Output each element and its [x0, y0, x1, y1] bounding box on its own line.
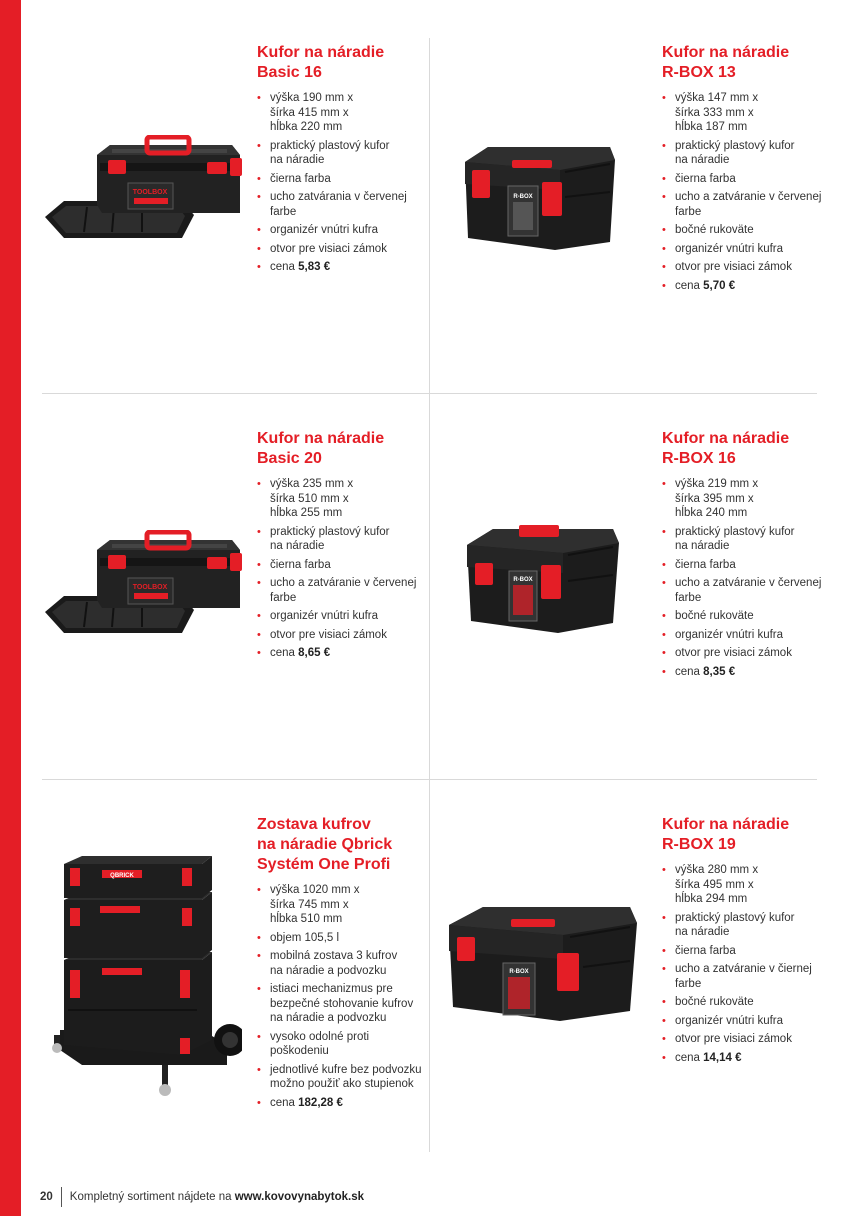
title-line: Zostava kufrov [257, 816, 371, 833]
spec-item [257, 91, 427, 135]
spec-item [257, 242, 427, 257]
spec-line: • organizér vnútri kufra [270, 224, 379, 236]
spec-item [257, 558, 427, 573]
spec-item [662, 91, 832, 135]
spec-line: na náradie a podvozku [270, 1012, 387, 1024]
spec-item [257, 223, 427, 238]
toolbox-basic-16-image [42, 135, 247, 245]
product-title [662, 43, 832, 83]
rbox-logo-text: R-BOX [513, 194, 533, 200]
toolbox-stack-qbrick-image [42, 850, 242, 1110]
spec-item [662, 646, 832, 661]
spec-item [257, 883, 427, 927]
spec-line: farbe [270, 205, 297, 218]
footer-website-link[interactable]: www.kovovynabytok.sk [234, 1191, 365, 1203]
vertical-divider [429, 394, 430, 779]
spec-line: • čierna farba [675, 558, 736, 571]
footer-text: Kompletný sortiment nájdete na [69, 1191, 235, 1203]
spec-line: na náradie a podvozku [270, 964, 387, 977]
price-item [257, 646, 427, 661]
price-item [662, 665, 832, 680]
spec-line: • vysoko odolné proti [270, 1030, 370, 1043]
spec-item [257, 931, 427, 946]
spec-line: • praktický plastový kufor [675, 139, 795, 152]
spec-item [662, 172, 832, 187]
spec-item [662, 962, 832, 991]
spec-item [662, 260, 832, 275]
toolbox-rbox-19-image [445, 903, 640, 1023]
spec-line: na náradie [270, 540, 325, 552]
spec-line: • výška 1020 mm x [270, 884, 360, 896]
spec-line: • ucho a zatváranie v červenej [675, 191, 822, 203]
spec-line: šírka 395 mm x [675, 492, 754, 505]
title-line: Basic 16 [257, 64, 322, 81]
spec-item [662, 139, 832, 168]
spec-line: • jednotlivé kufre bez podvozku [270, 1063, 422, 1076]
spec-line: šírka 510 mm x [270, 492, 349, 505]
price-value: 182,28 € [298, 1096, 343, 1109]
spec-line: hĺbka 220 mm [270, 121, 343, 133]
spec-line: • organizér vnútri kufra [675, 1014, 784, 1027]
spec-line: hĺbka 294 mm [675, 893, 748, 905]
spec-line: • výška 280 mm x [675, 864, 759, 876]
title-line: Kufor na náradie [662, 430, 790, 447]
spec-line: šírka 495 mm x [675, 878, 754, 891]
spec-item [257, 1030, 427, 1059]
toolbox-basic-20-image [42, 530, 247, 640]
spec-line: • mobilná zostava 3 kufrov [270, 950, 398, 962]
spec-line: na náradie [675, 154, 730, 166]
price-item [662, 279, 832, 294]
spec-line: • výška 219 mm x [675, 478, 759, 490]
spec-line: farbe [675, 205, 702, 218]
spec-line: • ucho a zatváranie v červenej [675, 577, 822, 589]
spec-line: • výška 190 mm x [270, 92, 354, 104]
title-line: R-BOX 19 [662, 836, 736, 853]
spec-line: • praktický plastový kufor [675, 911, 795, 924]
rbox-logo-text: R-BOX [509, 969, 529, 975]
price-value: 5,83 € [298, 261, 331, 273]
spec-line: bezpečné stohovanie kufrov [270, 997, 414, 1010]
spec-line: • výška 147 mm x [675, 92, 759, 104]
spec-item [662, 609, 832, 624]
spec-line: na náradie [270, 154, 325, 166]
toolbox-logo-text: TOOLBOX [132, 584, 168, 591]
spec-line: šírka 333 mm x [675, 106, 754, 119]
price-item [257, 1096, 427, 1111]
spec-line: hĺbka 255 mm [270, 507, 343, 519]
spec-line: • objem 105,5 l [270, 931, 340, 944]
spec-list [662, 863, 832, 1065]
price-value: 8,65 € [298, 647, 331, 659]
product-title [257, 43, 427, 83]
spec-line: na náradie [675, 926, 730, 938]
spec-line: poškodeniu [270, 1045, 329, 1057]
spec-line: šírka 415 mm x [270, 106, 349, 119]
spec-item [257, 949, 427, 978]
spec-item [662, 190, 832, 219]
spec-item [662, 576, 832, 605]
spec-line: • čierna farba [270, 558, 331, 571]
product-title [662, 815, 832, 855]
spec-line: • čierna farba [270, 172, 331, 185]
product-title [257, 815, 427, 875]
spec-line: farbe [675, 591, 702, 604]
spec-line: • organizér vnútri kufra [675, 242, 784, 255]
spec-line: • ucho a zatváranie v čiernej [675, 963, 812, 975]
spec-line: • organizér vnútri kufra [270, 610, 379, 622]
title-line: Basic 20 [257, 450, 322, 467]
spec-line: • praktický plastový kufor [270, 525, 390, 538]
spec-line: farbe [675, 977, 702, 990]
title-line: R-BOX 13 [662, 64, 736, 81]
spec-item [662, 863, 832, 907]
spec-line: • otvor pre visiaci zámok [675, 1033, 792, 1045]
spec-line: šírka 745 mm x [270, 898, 349, 911]
spec-list [257, 883, 427, 1110]
page-number: 20 [40, 1191, 53, 1203]
spec-line: • organizér vnútri kufra [675, 628, 784, 641]
spec-list [662, 477, 832, 679]
product-rbox-16 [662, 429, 832, 683]
product-qbrick-system-one-profi [257, 815, 427, 1114]
footer-separator [61, 1187, 62, 1207]
qbrick-logo-text: QBRICK [110, 873, 134, 879]
spec-item [257, 190, 427, 219]
spec-item [257, 1063, 427, 1092]
horizontal-divider [42, 393, 817, 394]
horizontal-divider [42, 779, 817, 780]
spec-item [257, 982, 427, 1026]
spec-item [662, 558, 832, 573]
price-label: cena [270, 647, 295, 659]
price-value: 14,14 € [703, 1051, 742, 1064]
title-line: Kufor na náradie [257, 430, 385, 447]
spec-item [257, 525, 427, 554]
product-title [257, 429, 427, 469]
spec-line: • výška 235 mm x [270, 478, 354, 490]
price-label: cena [675, 279, 700, 292]
spec-line: • otvor pre visiaci zámok [675, 261, 792, 273]
spec-line: • praktický plastový kufor [270, 139, 390, 152]
spec-list [662, 91, 832, 293]
vertical-divider [429, 38, 430, 393]
price-label: cena [675, 665, 700, 678]
spec-item [662, 242, 832, 257]
price-item [662, 1051, 832, 1066]
spec-item [662, 995, 832, 1010]
red-side-bar [0, 0, 21, 1216]
spec-line: • ucho zatvárania v červenej [270, 191, 407, 203]
spec-item [662, 628, 832, 643]
product-rbox-13 [662, 43, 832, 297]
spec-item [662, 223, 832, 238]
spec-line: • bočné rukoväte [675, 610, 754, 622]
product-rbox-19 [662, 815, 832, 1069]
product-basic-20 [257, 429, 427, 665]
price-item [257, 260, 427, 275]
spec-item [662, 477, 832, 521]
spec-item [257, 477, 427, 521]
spec-line: • čierna farba [675, 172, 736, 185]
spec-line: možno použiť ako stupienok [270, 1078, 414, 1090]
product-basic-16 [257, 43, 427, 279]
spec-line: • istiaci mechanizmus pre [270, 983, 393, 995]
toolbox-logo-text: TOOLBOX [132, 189, 168, 196]
title-line: R-BOX 16 [662, 450, 736, 467]
spec-item [257, 172, 427, 187]
price-label: cena [270, 1096, 295, 1109]
spec-line: • praktický plastový kufor [675, 525, 795, 538]
toolbox-rbox-13-image [460, 142, 620, 252]
title-line: Systém One Profi [257, 856, 391, 873]
spec-item [257, 609, 427, 624]
spec-list [257, 477, 427, 661]
price-value: 8,35 € [703, 665, 736, 678]
spec-item [662, 1014, 832, 1029]
spec-line: farbe [270, 591, 297, 604]
spec-line: • otvor pre visiaci zámok [675, 647, 792, 659]
spec-line: • bočné rukoväte [675, 224, 754, 236]
spec-item [662, 1032, 832, 1047]
spec-item [662, 911, 832, 940]
spec-list [257, 91, 427, 275]
product-title [662, 429, 832, 469]
spec-item [662, 944, 832, 959]
title-line: Kufor na náradie [257, 44, 385, 61]
spec-item [257, 628, 427, 643]
price-label: cena [270, 261, 295, 273]
title-line: na náradie Qbrick [257, 836, 393, 853]
title-line: Kufor na náradie [662, 44, 790, 61]
vertical-divider [429, 780, 430, 1152]
spec-line: • otvor pre visiaci zámok [270, 628, 387, 641]
spec-line: • bočné rukoväte [675, 996, 754, 1008]
page-footer [40, 1186, 364, 1208]
toolbox-rbox-16-image [463, 523, 625, 635]
price-label: cena [675, 1051, 700, 1064]
spec-line: hĺbka 240 mm [675, 507, 748, 519]
spec-line: na náradie [675, 540, 730, 552]
spec-line: • ucho a zatváranie v červenej [270, 577, 417, 589]
spec-line: hĺbka 187 mm [675, 121, 748, 133]
title-line: Kufor na náradie [662, 816, 790, 833]
spec-line: hĺbka 510 mm [270, 913, 343, 925]
spec-line: • otvor pre visiaci zámok [270, 242, 387, 255]
spec-item [257, 139, 427, 168]
spec-item [662, 525, 832, 554]
price-value: 5,70 € [703, 279, 736, 292]
spec-line: • čierna farba [675, 944, 736, 957]
spec-item [257, 576, 427, 605]
rbox-logo-text: R-BOX [513, 577, 533, 583]
